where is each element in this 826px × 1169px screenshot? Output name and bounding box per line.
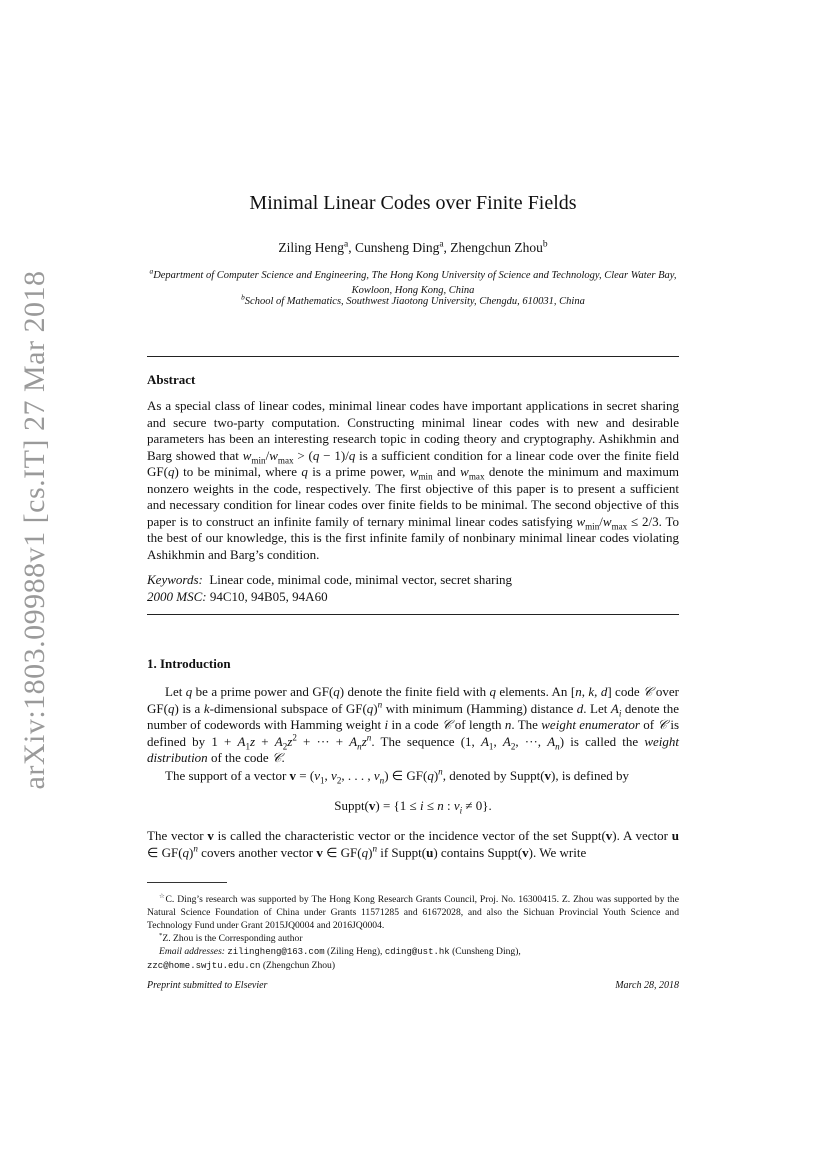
author-name: Ziling Heng (278, 240, 344, 255)
abstract-bottom-rule (147, 614, 679, 615)
email-label: Email addresses: (159, 946, 225, 957)
section-heading: 1. Introduction (147, 656, 231, 671)
arxiv-stamp: arXiv:1803.09988v1 [cs.IT] 27 Mar 2018 (18, 270, 51, 790)
footer-date: March 28, 2018 (615, 980, 679, 991)
author-mark: b (542, 239, 548, 250)
keywords-label: Keywords: (147, 572, 203, 587)
footnote-funding: ☆C. Ding’s research was supported by The Hong Kong Research Grants Council, Proj. No. 16300415. Z. Zhou was supported by the Natural Science Foundation of China under Grants 11571285 and 61672028, and also the Sichuan Provincial Youth Science and Technology Fund under Grant 2015JQ0004 and 2016JQ0004. (147, 892, 679, 931)
author-mark: a (344, 239, 349, 250)
keywords-text: Linear code, minimal code, minimal vector, secret sharing (209, 572, 513, 587)
email-link[interactable]: zilingheng@163.com (227, 947, 325, 957)
page-footer (147, 980, 679, 991)
affiliation (147, 294, 679, 309)
affiliation-mark: a (149, 266, 154, 276)
author-mark: a (439, 239, 444, 250)
email-link[interactable]: zzc@home.swjtu.edu.cn (147, 961, 261, 971)
author-list: Ziling Heng$^a$, Cunsheng Ding$^a$, Zhengchun Zhou$^b$ (278, 239, 548, 255)
footnote-emails: Email addresses: zilingheng@163.com (Ziling Heng), cding@ust.hk (Cunsheng Ding), zzc@home.swjtu.edu.cn (Zhengchun Zhou) (147, 946, 521, 971)
email-link[interactable]: cding@ust.hk (384, 947, 450, 957)
footnote-rule (147, 882, 227, 883)
author-name: Cunsheng Ding (354, 240, 440, 255)
keywords (147, 572, 679, 605)
author-name: Zhengchun Zhou (450, 240, 543, 255)
footnote-corresponding: *Z. Zhou is the Corresponding author (159, 931, 303, 944)
abstract-text: As a special class of linear codes, minimal linear codes have important applications in secret sharing and secure two-party computation. Constructing minimal linear codes with new and desirable parameters has been an interesting research topic in coding theory and cryptography. Ashikhmin and Barg showed that $w_{min}/w_{max} > (q - 1)/q$ is a sufficient condition for a linear code over the finite field GF(q) to be minimal, where q is a prime power, $w_{min}$ and $w_{max}$ denote the minimum and maximum nonzero weights in the code, respectively. The first objective of this paper is to present a sufficient and necessary condition for linear codes over finite fields to be minimal. The second objective of this paper is to construct an infinite family of ternary minimal linear codes satisfying $w_{min}/w_{max} \le 2/3$. To the best of our knowledge, this is the first infinite family of nonbinary minimal linear codes violating Ashikhmin and Barg’s condition. (147, 398, 679, 562)
msc-text: 94C10, 94B05, 94A60 (209, 588, 328, 604)
abstract-top-rule (147, 356, 679, 357)
affiliation-text: Department of Computer Science and Engineering, The Hong Kong University of Science and Technology, Clear Water Bay, Kowloon, Hong Kong, China (153, 270, 677, 296)
intro-paragraph-2: The support of a vector $v = (v_1$, $v_2$, . . . , $v_n$) ∈ $GF(q)^n$, denoted by Suppt(v), is defined by (165, 766, 630, 786)
intro-paragraph-1: Let q be a prime power and GF(q) denote the finite field with q elements. An [n, k, d] code 𝒞 over GF(q) is a k-dimensional subspace of $GF(q)^n$ with minimum (Hamming) distance d. Let $A_i$ denote the number of codewords with Hamming weight i in a code 𝒞 of length n. The weight enumerator of 𝒞 is defined by $1 + A_1z + A_2z^2$ + ··· + $A_nz^n$. The sequence (1, $A_1$, $A_2$, ···, $A_n$) is called the weight distribution of the code 𝒞. (147, 684, 680, 765)
paper-title: Minimal Linear Codes over Finite Fields (249, 192, 577, 214)
msc-label: 2000 MSC: (147, 588, 207, 604)
abstract-heading: Abstract (147, 372, 196, 387)
affiliation-text: School of Mathematics, Southwest Jiaotong University, Chengdu, 610031, China (244, 296, 585, 307)
intro-paragraph-3: The vector v is called the characteristic vector or the incidence vector of the set Suppt(v). A vector u ∈ $GF(q)^n$ covers another vector v ∈ $GF(q)^n$ if Suppt(u) contains Suppt(v). We write (147, 828, 680, 860)
footer-left: Preprint submitted to Elsevier (147, 980, 268, 991)
equation-support: Suppt(v) = {1 ≤ i ≤ n : $v_i \ne 0$}. (334, 798, 492, 816)
affiliation-mark: b (241, 292, 245, 302)
